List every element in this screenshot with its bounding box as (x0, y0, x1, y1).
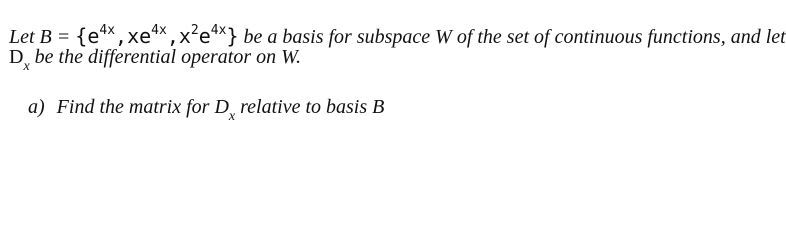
operator-subscript: x (23, 59, 30, 74)
term-3-exponent: 4x (210, 23, 227, 39)
term-2-base: xe (127, 24, 152, 48)
part-a-label: a) (28, 96, 45, 118)
part-a-question (28, 96, 385, 124)
line-1-suffix: be a basis for subspace W of the set of continuous functions, and let (238, 26, 786, 48)
term-3-square: 2 (190, 23, 199, 39)
comma-2: , (166, 24, 179, 48)
part-a-operator (214, 96, 236, 124)
term-2-exponent: 4x (151, 23, 167, 39)
operator-d: D (9, 46, 24, 68)
differential-operator (9, 46, 30, 74)
set-open-brace: { (75, 24, 88, 48)
term-3-e: e (198, 24, 211, 48)
problem-statement-line-2 (9, 46, 301, 74)
basis-set (75, 24, 238, 48)
term-1-exponent: 4x (99, 23, 116, 39)
part-a-operator-subscript: x (228, 109, 236, 124)
let-b-prefix: Let B = (9, 26, 76, 48)
term-3-base: x (178, 24, 191, 48)
line-2-suffix: be the differential operator on W. (29, 46, 301, 68)
problem-statement-line-1 (9, 25, 786, 48)
term-1-base: e (87, 24, 100, 48)
part-a-text-after: relative to basis B (235, 96, 385, 118)
set-close-brace: } (226, 24, 239, 48)
part-a-text-before: Find the matrix for (56, 96, 215, 118)
part-a-operator-d: D (214, 96, 229, 118)
comma-1: , (115, 24, 128, 48)
